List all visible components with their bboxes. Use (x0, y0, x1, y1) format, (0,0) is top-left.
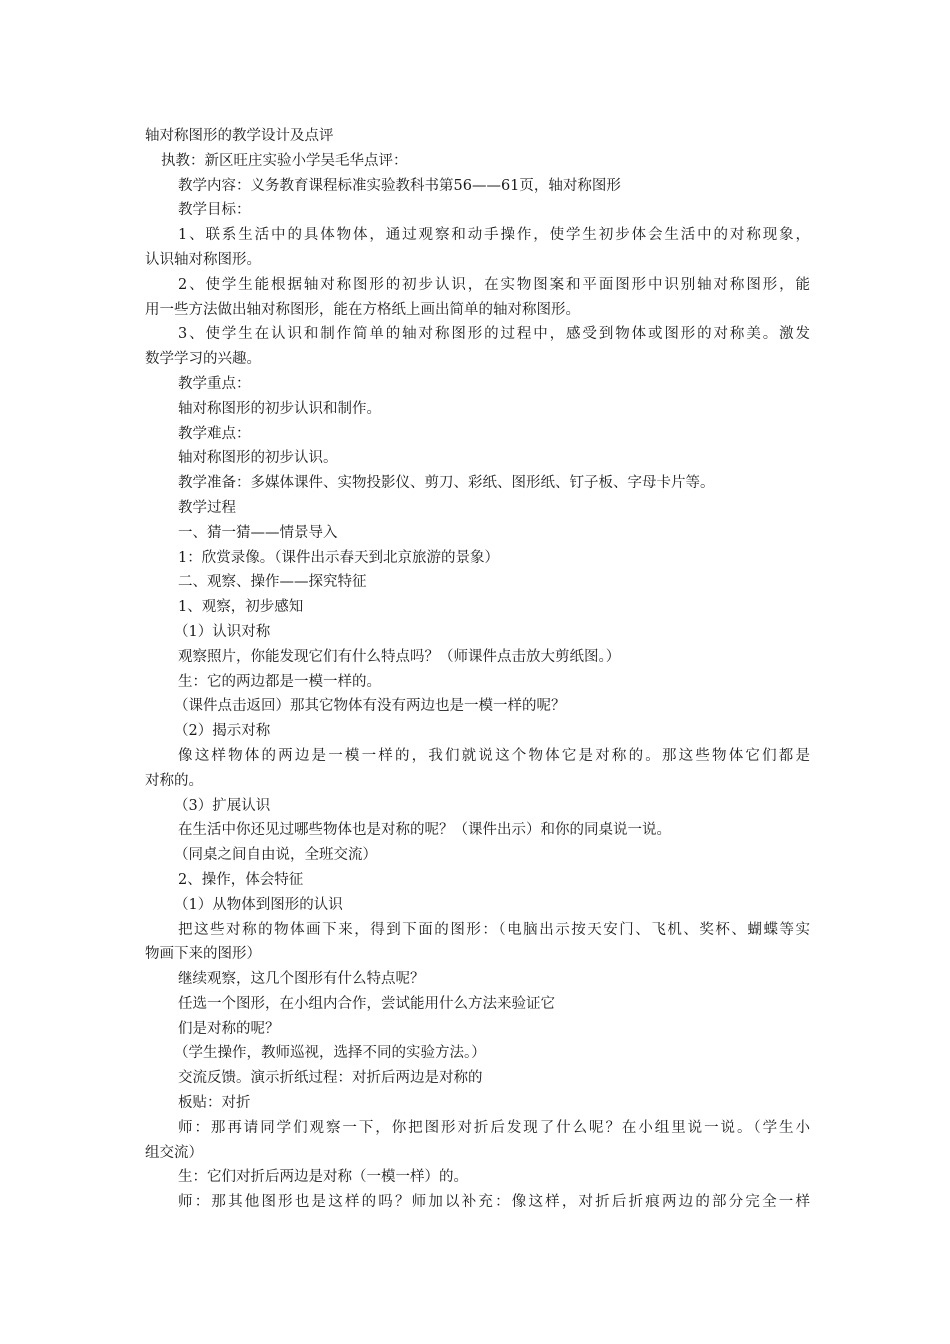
text-line: 教学准备：多媒体课件、实物投影仪、剪刀、彩纸、图形纸、钉子板、字母卡片等。 (178, 475, 715, 492)
text-line: 二、观察、操作——探究特征 (178, 574, 367, 591)
text-line: 数学学习的兴趣。 (145, 351, 261, 368)
text-line: （课件点击返回）那其它物体有没有两边也是一模一样的呢？ (174, 698, 566, 715)
text-line: 轴对称图形的初步认识。 (178, 450, 338, 467)
text-line: 教学目标： (178, 202, 251, 219)
text-line: 教学过程 (178, 499, 236, 516)
text-line: 师：那再请同学们观察一下，你把图形对折后发现了什么呢？在小组里说一说。（学生小 (178, 1119, 810, 1136)
text-line: 继续观察，这几个图形有什么特点呢？ (178, 971, 425, 988)
text-line: 1、联系生活中的具体物体，通过观察和动手操作，使学生初步体会生活中的对称现象， (178, 227, 810, 244)
text-line: 交流反馈。演示折纸过程：对折后两边是对称的 (178, 1070, 483, 1087)
text-line: 师：那其他图形也是这样的吗？师加以补充：像这样，对折后折痕两边的部分完全一样 (178, 1194, 810, 1211)
text-line: 认识轴对称图形。 (145, 251, 261, 268)
text-line: 任选一个图形，在小组内合作，尝试能用什么方法来验证它 (178, 995, 555, 1012)
text-line: 观察照片，你能发现它们有什么特点吗？（师课件点击放大剪纸图。） (178, 648, 621, 665)
text-line: 教学内容：义务教育课程标准实验教科书第56——61页，轴对称图形 (178, 177, 621, 194)
text-line: 生：它的两边都是一模一样的。 (178, 673, 381, 690)
text-line: 2、操作，体会特征 (178, 871, 304, 888)
text-line: 执教：新区旺庄实验小学吴毛华点评： (161, 152, 408, 169)
text-line: 教学难点： (178, 425, 251, 442)
text-line: （1）从物体到图形的认识 (174, 896, 343, 913)
text-line: 轴对称图形的教学设计及点评 (145, 128, 334, 144)
text-line: 轴对称图形的初步认识和制作。 (178, 400, 381, 417)
text-line: 物画下来的图形） (145, 946, 261, 963)
text-line: 1、观察，初步感知 (178, 599, 304, 616)
text-line: 1：欣赏录像。（课件出示春天到北京旅游的景象） (178, 549, 499, 566)
text-line: 教学重点： (178, 375, 251, 392)
text-line: 生：它们对折后两边是对称（一模一样）的。 (178, 1169, 468, 1186)
text-line: 一、猜一猜——情景导入 (178, 524, 338, 541)
text-line: 2、使学生能根据轴对称图形的初步认识，在实物图案和平面图形中识别轴对称图形，能 (178, 276, 810, 293)
text-line: 们是对称的呢？ (178, 1020, 280, 1037)
text-line: 板贴：对折 (178, 1095, 251, 1112)
text-line: 把这些对称的物体画下来，得到下面的图形：（电脑出示按天安门、飞机、奖杯、蝴蝶等实 (178, 921, 810, 938)
text-line: （2）揭示对称 (174, 723, 271, 740)
document-body (145, 124, 810, 1215)
text-line: 3、使学生在认识和制作简单的轴对称图形的过程中，感受到物体或图形的对称美。激发 (178, 326, 810, 343)
text-line: 用一些方法做出轴对称图形，能在方格纸上画出简单的轴对称图形。 (145, 301, 580, 318)
text-line: 在生活中你还见过哪些物体也是对称的呢？（课件出示）和你的同桌说一说。 (178, 822, 671, 839)
text-line: （同桌之间自由说，全班交流） (174, 847, 377, 864)
text-line: （1）认识对称 (174, 623, 271, 640)
text-line: 像这样物体的两边是一模一样的，我们就说这个物体它是对称的。那这些物体它们都是 (178, 747, 810, 764)
text-line: 对称的。 (145, 772, 203, 789)
text-line: 组交流） (145, 1144, 203, 1161)
text-line: （3）扩展认识 (174, 797, 271, 814)
text-line: （学生操作，教师巡视，选择不同的实验方法。） (174, 1045, 486, 1062)
